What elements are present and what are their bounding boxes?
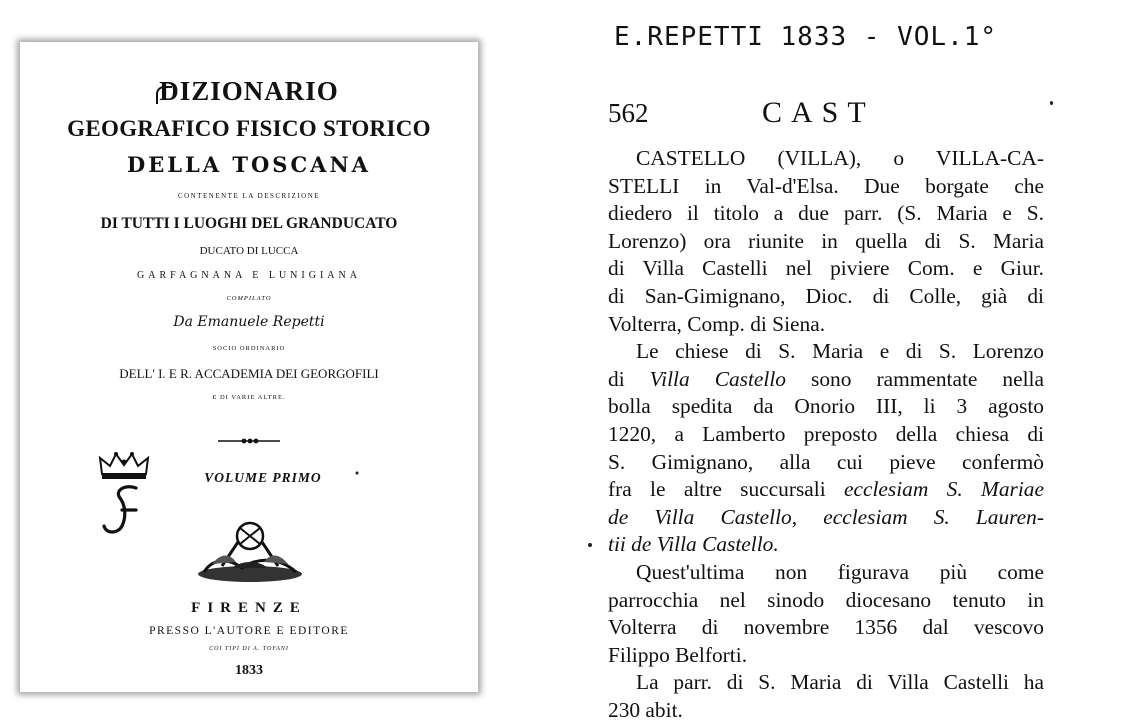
text-line: bolla spedita da Onorio III, li 3 agosto bbox=[608, 394, 1044, 419]
page-number: 562 bbox=[608, 98, 649, 128]
publication-year: 1833 bbox=[235, 663, 263, 678]
text-line: S. Gimignano, alla cui pieve confermò bbox=[608, 449, 1044, 474]
printer-line: COI TIPI DI A. TOFANI bbox=[209, 646, 289, 652]
text-line: CASTELLO (VILLA), o VILLA-CA- bbox=[636, 146, 1044, 170]
text-line: fra le altre succursali ecclesiam S. Mariae bbox=[608, 477, 1044, 502]
book-subtitle: GEOGRAFICO FISICO STORICO bbox=[67, 116, 431, 141]
text-line: La parr. di S. Maria di Villa Castelli ha bbox=[636, 670, 1044, 695]
crowned-monogram-icon bbox=[96, 450, 152, 542]
text-line: Volterra, Comp. di Siena. bbox=[608, 311, 826, 336]
publisher-emblem-icon bbox=[192, 516, 308, 586]
text-line: di San-Gimignano, Dioc. di Colle, già di bbox=[608, 284, 1044, 308]
contents-note: CONTENENTE LA DESCRIZIONE bbox=[177, 192, 321, 200]
text-line: di Villa Castelli nel piviere Com. e Giur. bbox=[608, 256, 1044, 281]
text-line: parrocchia nel sinodo diocesano tenuto in bbox=[608, 587, 1044, 612]
book-scope: DI TUTTI I LUOGHI DEL GRANDUCATO bbox=[100, 215, 398, 232]
text-line: Volterra di novembre 1356 dal vescovo bbox=[608, 615, 1044, 640]
academy-line: DELL' I. E R. ACCADEMIA DEI GEORGOFILI bbox=[119, 366, 379, 381]
ornament-rule-icon bbox=[216, 436, 282, 446]
speck-mark bbox=[354, 470, 360, 476]
text-line: 1220, a Lamberto preposto della chiesa di bbox=[608, 422, 1044, 446]
member-line: SOCIO ORDINARIO bbox=[212, 345, 286, 352]
duchy-line: DUCATO DI LUCCA bbox=[199, 245, 299, 257]
speck-mark bbox=[588, 543, 592, 547]
author-line: Da Emanuele Repetti bbox=[173, 314, 325, 330]
compiled-line: COMPILATO bbox=[226, 295, 272, 302]
text-line: Filippo Belforti. bbox=[608, 642, 748, 667]
text-line: Le chiese di S. Maria e di S. Lorenzo bbox=[636, 339, 1044, 364]
text-line: 230 abit. bbox=[608, 698, 683, 722]
publisher-line: PRESSO L'AUTORE E EDITORE bbox=[149, 625, 349, 637]
text-line: tii de Villa Castello. bbox=[608, 532, 779, 557]
text-line: di Villa Castello sono rammentate nella bbox=[608, 366, 1044, 391]
volume-label: VOLUME PRIMO bbox=[204, 470, 322, 485]
text-line: Quest'ultima non figurava più come bbox=[636, 560, 1044, 584]
book-title: DIZIONARIO bbox=[159, 76, 339, 106]
title-page bbox=[20, 42, 478, 692]
speck-mark bbox=[1050, 101, 1053, 105]
book-region: DELLA TOSCANA bbox=[127, 152, 371, 177]
others-line: E DI VARIE ALTRE. bbox=[212, 394, 286, 401]
publication-city: FIRENZE bbox=[191, 600, 307, 616]
text-line: de Villa Castello, ecclesiam S. Lauren- bbox=[608, 504, 1044, 529]
running-head: CAST bbox=[762, 96, 875, 129]
text-line: diedero il titolo a due parr. (S. Maria e S. bbox=[608, 201, 1044, 226]
text-line: STELLI in Val-d'Elsa. Due borgate che bbox=[608, 173, 1044, 198]
text-line: Lorenzo) ora riunite in quella di S. Maria bbox=[608, 228, 1044, 253]
scan-header: E.REPETTI 1833 - VOL.1° bbox=[614, 22, 998, 52]
title-flourish bbox=[156, 86, 172, 104]
areas-line: GARFAGNANA E LUNIGIANA bbox=[137, 270, 361, 281]
